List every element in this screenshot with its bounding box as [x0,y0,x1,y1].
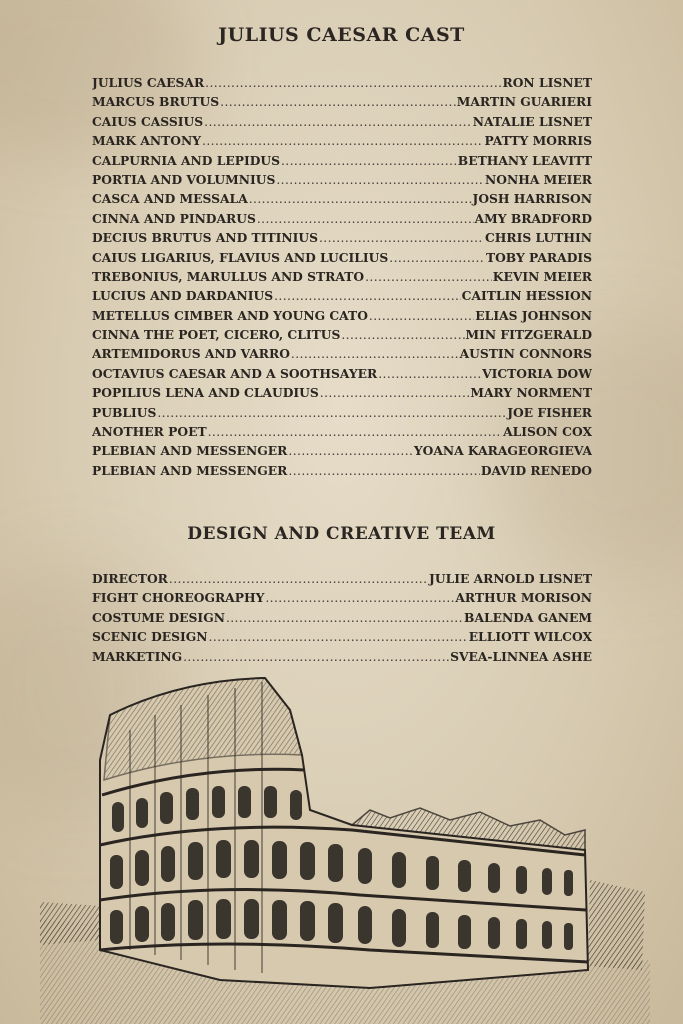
role-name: PORTIA AND VOLUMNIUS [92,171,276,187]
colosseum-illustration [40,670,650,1024]
cast-row [92,133,592,152]
role-name: JULIUS CAESAR [92,75,205,90]
dot-leader [205,76,501,90]
person-name: RON LISNET [502,75,592,90]
person-name: TOBY PARADIS [485,249,592,265]
cast-row [92,172,592,191]
cast-row [92,211,592,230]
person-name: ELLIOTT WILCOX [468,629,592,645]
dot-leader [209,630,468,644]
role-name: PLEBIAN AND MESSENGER [92,462,288,478]
dot-leader [288,464,479,478]
role-name: CINNA THE POET, CICERO, CLITUS [92,327,341,343]
dot-leader [257,212,474,226]
person-name: MARTIN GUARIERI [456,94,592,110]
role-name: ANOTHER POET [92,424,207,440]
dot-leader [319,231,484,245]
cast-row [92,424,592,443]
role-name: FIGHT CHOREOGRAPHY [92,590,265,606]
dot-leader [157,406,506,420]
dot-leader [249,192,472,206]
role-name: CASCA AND MESSALA [92,191,248,207]
person-name: ARTHUR MORISON [455,590,592,606]
dot-leader [369,309,474,323]
person-name: SVEA-LINNEA ASHE [450,648,592,664]
dot-leader [204,115,472,129]
role-name: PLEBIAN AND MESSENGER [92,443,288,459]
person-name: NATALIE LISNET [472,113,592,129]
person-name: MARY NORMENT [470,385,592,401]
cast-row [92,463,592,482]
cast-row [92,94,592,113]
dot-leader [169,572,428,586]
cast-list [92,75,592,482]
cast-row [92,153,592,172]
cast-row [92,75,592,94]
role-name: DIRECTOR [92,571,168,586]
cast-row [92,366,592,385]
role-name: METELLUS CIMBER AND YOUNG CATO [92,307,368,323]
role-name: DECIUS BRUTUS AND TITINIUS [92,230,318,246]
role-name: CINNA AND PINDARUS [92,210,256,226]
cast-row [92,250,592,269]
team-list [92,571,592,668]
dot-leader [265,591,454,605]
cast-row [92,230,592,249]
dot-leader [202,134,483,148]
team-row [92,571,592,590]
person-name: AUSTIN CONNORS [459,346,592,362]
team-row [92,590,592,609]
person-name: VICTORIA DOW [482,365,592,381]
dot-leader [291,347,459,361]
cast-row [92,269,592,288]
role-name: PUBLIUS [92,404,157,420]
cast-row [92,327,592,346]
dot-leader [389,251,485,265]
cast-row [92,308,592,327]
dot-leader [281,154,457,168]
person-name: JULIE ARNOLD LISNET [429,571,592,586]
person-name: NONHA MEIER [485,171,592,187]
cast-title: JULIUS CAESAR CAST [218,24,465,46]
role-name: COSTUME DESIGN [92,609,225,625]
role-name: SCENIC DESIGN [92,629,208,645]
cast-row [92,191,592,210]
person-name: YOANA KARAGEORGIEVA [413,443,592,459]
person-name: ALISON COX [503,424,592,440]
role-name: MARKETING [92,648,183,664]
person-name: PATTY MORRIS [484,133,592,149]
person-name: DAVID RENEDO [480,462,592,478]
role-name: CAIUS CASSIUS [92,113,204,129]
dot-leader [208,425,502,439]
person-name: CAITLIN HESSION [461,288,592,304]
person-name: BETHANY LEAVITT [457,152,592,168]
person-name: MIN FITZGERALD [465,327,592,343]
role-name: POPILIUS LENA AND CLAUDIUS [92,385,319,401]
role-name: TREBONIUS, MARULLUS AND STRATO [92,268,365,284]
dot-leader [183,650,449,664]
role-name: CAIUS LIGARIUS, FLAVIUS AND LUCILIUS [92,249,389,265]
dot-leader [341,328,464,342]
role-name: MARK ANTONY [92,133,202,149]
dot-leader [226,611,463,625]
person-name: ELIAS JOHNSON [475,307,592,323]
person-name: CHRIS LUTHIN [485,230,592,246]
dot-leader [274,289,461,303]
person-name: AMY BRADFORD [474,210,592,226]
dot-leader [220,95,456,109]
team-row [92,610,592,629]
dot-leader [276,173,484,187]
dot-leader [378,367,481,381]
cast-row [92,405,592,424]
role-name: CALPURNIA AND LEPIDUS [92,152,280,168]
person-name: JOSH HARRISON [472,191,592,207]
team-title: DESIGN AND CREATIVE TEAM [187,524,496,544]
role-name: MARCUS BRUTUS [92,94,220,110]
role-name: OCTAVIUS CAESAR AND A SOOTHSAYER [92,365,378,381]
dot-leader [288,444,412,458]
person-name: JOE FISHER [507,404,592,420]
person-name: BALENDA GANEM [464,609,592,625]
role-name: LUCIUS AND DARDANIUS [92,288,274,304]
cast-row [92,114,592,133]
team-row [92,629,592,648]
cast-row [92,385,592,404]
dot-leader [365,270,492,284]
dot-leader [320,386,470,400]
role-name: ARTEMIDORUS AND VARRO [92,346,290,362]
cast-row [92,288,592,307]
team-row [92,649,592,668]
cast-row [92,346,592,365]
person-name: KEVIN MEIER [492,268,592,284]
cast-row [92,443,592,462]
